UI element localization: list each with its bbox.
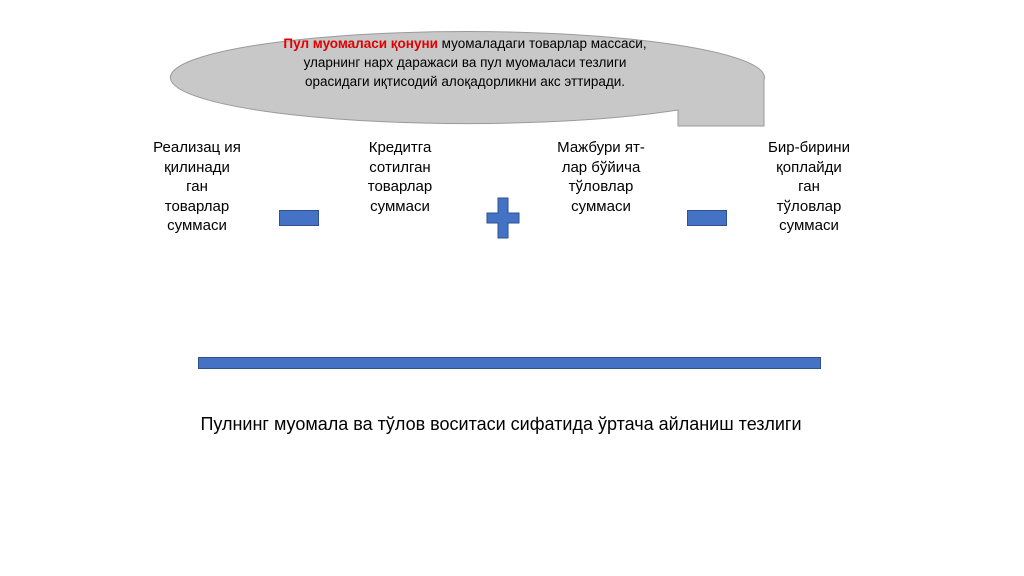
minus-sign-1	[279, 210, 319, 226]
term-credit-goods: Кредитга сотилган товарлар суммаси	[367, 139, 433, 215]
law-description: муомаладаги товарлар массаси, уларнинг нарх даражаси ва пул муомаласи тезлиги орасидаги иқтисодий алоқадорликни акс эттиради.	[303, 36, 647, 89]
law-title: Пул муомаласи қонуни	[283, 36, 438, 51]
plus-sign	[486, 197, 520, 239]
callout-text	[270, 34, 660, 91]
term-obligation-payments: Мажбури ят-лар бўйича тўловлар суммаси	[557, 139, 645, 215]
term-realized-goods: Реализац ия қилинади ган товарлар суммаси	[153, 139, 241, 234]
minus-sign-2	[687, 210, 727, 226]
fraction-line	[198, 357, 821, 369]
term-offset-payments: Бир-бирини қоплайди ган тўловлар суммаси	[768, 139, 850, 234]
denominator-text: Пулнинг муомала ва тўлов воситаси сифатида ўртача айланиш тезлиги	[200, 414, 802, 434]
